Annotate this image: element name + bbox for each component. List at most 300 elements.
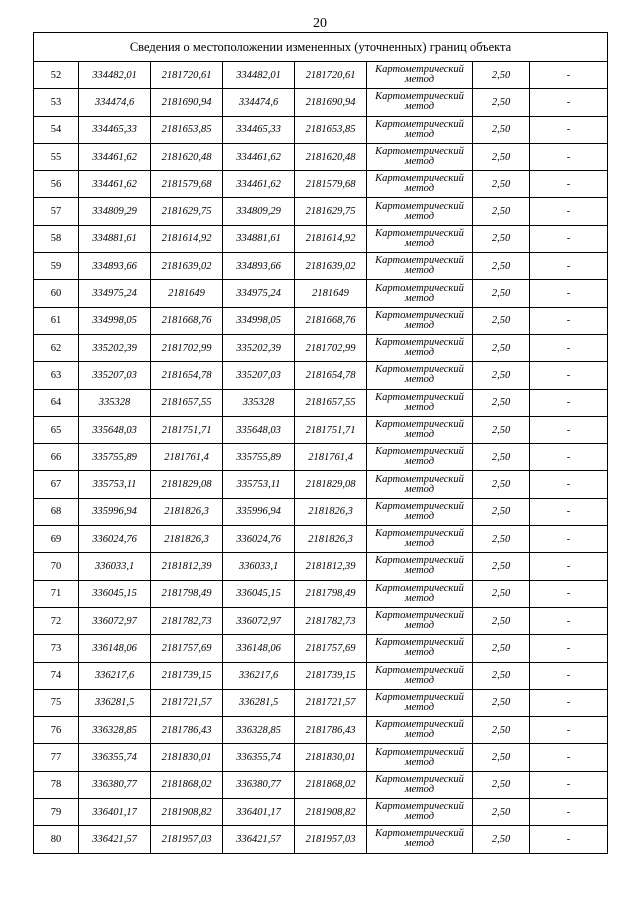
- cell-y-existing: 2181868,02: [151, 771, 223, 798]
- cell-y-existing: 2181668,76: [151, 307, 223, 334]
- cell-point-number: 69: [34, 526, 79, 553]
- method-line-1: Картометрический: [375, 691, 464, 703]
- cell-x-new: 335328: [223, 389, 295, 416]
- cell-method: [367, 717, 473, 744]
- method-line-2: метод: [404, 156, 435, 168]
- cell-x-existing: 334998,05: [79, 307, 151, 334]
- method-line-1: Картометрический: [375, 528, 464, 540]
- cell-method: [367, 662, 473, 689]
- cell-x-existing: 334465,33: [79, 116, 151, 143]
- cell-y-existing: 2181657,55: [151, 389, 223, 416]
- cell-description: -: [530, 307, 608, 334]
- method-line-1: Картометрический: [375, 555, 464, 567]
- cell-y-existing: 2181639,02: [151, 253, 223, 280]
- cell-description: -: [530, 689, 608, 716]
- cell-x-existing: 334881,61: [79, 225, 151, 252]
- cell-point-number: 66: [34, 444, 79, 471]
- cell-y-existing: 2181908,82: [151, 799, 223, 826]
- method-line-1: Картометрический: [375, 282, 464, 294]
- cell-y-existing: 2181702,99: [151, 334, 223, 361]
- cell-x-existing: 336380,77: [79, 771, 151, 798]
- cell-description: -: [530, 334, 608, 361]
- cell-point-number: 72: [34, 607, 79, 634]
- cell-accuracy: 2,50: [473, 116, 530, 143]
- method-line-1: Картометрический: [375, 801, 464, 813]
- cell-y-new: 2181751,71: [295, 416, 367, 443]
- cell-description: -: [530, 717, 608, 744]
- cell-description: -: [530, 744, 608, 771]
- method-line-2: метод: [404, 483, 435, 495]
- method-line-2: метод: [404, 592, 435, 604]
- cell-method: [367, 689, 473, 716]
- cell-y-new: 2181720,61: [295, 62, 367, 89]
- table-row: [34, 744, 608, 771]
- cell-x-existing: 334482,01: [79, 62, 151, 89]
- method-line-1: Картометрический: [375, 582, 464, 594]
- cell-accuracy: 2,50: [473, 607, 530, 634]
- cell-y-new: 2181620,48: [295, 143, 367, 170]
- table-row: [34, 799, 608, 826]
- method-line-1: Картометрический: [375, 255, 464, 267]
- cell-y-existing: 2181751,71: [151, 416, 223, 443]
- cell-y-new: 2181668,76: [295, 307, 367, 334]
- cell-x-new: 336421,57: [223, 826, 295, 853]
- cell-y-existing: 2181826,3: [151, 498, 223, 525]
- cell-y-new: 2181757,69: [295, 635, 367, 662]
- cell-method: [367, 744, 473, 771]
- cell-method: [367, 471, 473, 498]
- cell-accuracy: 2,50: [473, 416, 530, 443]
- cell-description: -: [530, 171, 608, 198]
- cell-description: -: [530, 116, 608, 143]
- cell-accuracy: 2,50: [473, 225, 530, 252]
- method-line-1: Картометрический: [375, 227, 464, 239]
- cell-x-existing: 334975,24: [79, 280, 151, 307]
- cell-method: [367, 771, 473, 798]
- method-line-2: метод: [404, 265, 435, 277]
- table-row: [34, 771, 608, 798]
- cell-x-new: 334482,01: [223, 62, 295, 89]
- cell-method: [367, 498, 473, 525]
- cell-point-number: 61: [34, 307, 79, 334]
- cell-point-number: 67: [34, 471, 79, 498]
- method-line-2: метод: [404, 74, 435, 86]
- cell-method: [367, 526, 473, 553]
- cell-y-existing: 2181826,3: [151, 526, 223, 553]
- cell-method: [367, 280, 473, 307]
- cell-accuracy: 2,50: [473, 526, 530, 553]
- cell-x-existing: 336401,17: [79, 799, 151, 826]
- cell-x-new: 336355,74: [223, 744, 295, 771]
- cell-y-existing: 2181579,68: [151, 171, 223, 198]
- method-line-1: Картометрический: [375, 419, 464, 430]
- table-row: [34, 717, 608, 744]
- cell-y-existing: 2181782,73: [151, 607, 223, 634]
- cell-x-existing: 335207,03: [79, 362, 151, 389]
- method-line-1: Картометрический: [375, 664, 464, 676]
- cell-method: [367, 389, 473, 416]
- method-line-2: метод: [404, 401, 435, 413]
- method-line-2: метод: [404, 565, 435, 577]
- cell-accuracy: 2,50: [473, 334, 530, 361]
- cell-method: [367, 89, 473, 116]
- table-row: [34, 689, 608, 716]
- cell-description: -: [530, 553, 608, 580]
- table-title-row: [34, 33, 608, 62]
- cell-y-new: 2181868,02: [295, 771, 367, 798]
- table-row: [34, 225, 608, 252]
- cell-method: [367, 444, 473, 471]
- cell-y-existing: 2181757,69: [151, 635, 223, 662]
- cell-description: -: [530, 799, 608, 826]
- method-line-2: метод: [404, 347, 435, 359]
- table-row: [34, 498, 608, 525]
- cell-description: -: [530, 471, 608, 498]
- cell-description: -: [530, 89, 608, 116]
- cell-y-existing: 2181654,78: [151, 362, 223, 389]
- cell-method: [367, 253, 473, 280]
- cell-x-new: 334461,62: [223, 171, 295, 198]
- table-row: [34, 444, 608, 471]
- cell-description: -: [530, 444, 608, 471]
- table-row: [34, 607, 608, 634]
- cell-accuracy: 2,50: [473, 253, 530, 280]
- cell-accuracy: 2,50: [473, 771, 530, 798]
- method-line-2: метод: [404, 101, 435, 113]
- cell-accuracy: 2,50: [473, 362, 530, 389]
- cell-accuracy: 2,50: [473, 662, 530, 689]
- method-line-2: метод: [404, 756, 435, 768]
- table-row: [34, 362, 608, 389]
- cell-accuracy: 2,50: [473, 717, 530, 744]
- method-line-2: метод: [404, 128, 435, 140]
- cell-x-existing: 335755,89: [79, 444, 151, 471]
- cell-y-new: 2181657,55: [295, 389, 367, 416]
- cell-point-number: 52: [34, 62, 79, 89]
- table-row: [34, 662, 608, 689]
- cell-method: [367, 62, 473, 89]
- cell-x-new: 336033,1: [223, 553, 295, 580]
- cell-accuracy: 2,50: [473, 471, 530, 498]
- cell-method: [367, 171, 473, 198]
- method-line-1: Картометрический: [375, 446, 464, 458]
- cell-description: -: [530, 662, 608, 689]
- cell-accuracy: 2,50: [473, 444, 530, 471]
- cell-method: [367, 143, 473, 170]
- cell-y-existing: 2181798,49: [151, 580, 223, 607]
- cell-method: [367, 826, 473, 853]
- cell-x-new: 336148,06: [223, 635, 295, 662]
- cell-point-number: 76: [34, 717, 79, 744]
- cell-x-existing: 336072,97: [79, 607, 151, 634]
- cell-method: [367, 580, 473, 607]
- method-line-2: метод: [404, 729, 435, 741]
- cell-description: -: [530, 580, 608, 607]
- cell-y-existing: 2181830,01: [151, 744, 223, 771]
- cell-x-existing: 336045,15: [79, 580, 151, 607]
- cell-x-new: 336024,76: [223, 526, 295, 553]
- method-line-1: Картометрический: [375, 173, 464, 185]
- cell-accuracy: 2,50: [473, 553, 530, 580]
- table-row: [34, 143, 608, 170]
- cell-point-number: 75: [34, 689, 79, 716]
- table-row: [34, 580, 608, 607]
- cell-y-new: 2181957,03: [295, 826, 367, 853]
- cell-x-existing: 336148,06: [79, 635, 151, 662]
- cell-accuracy: 2,50: [473, 89, 530, 116]
- cell-x-existing: 336217,6: [79, 662, 151, 689]
- cell-x-new: 335207,03: [223, 362, 295, 389]
- method-line-2: метод: [404, 237, 435, 249]
- cell-y-new: 2181798,49: [295, 580, 367, 607]
- cell-y-existing: 2181721,57: [151, 689, 223, 716]
- method-line-2: метод: [404, 674, 435, 686]
- cell-y-existing: 2181614,92: [151, 225, 223, 252]
- method-line-1: Картометрический: [375, 719, 464, 731]
- page-number: 20: [313, 16, 327, 31]
- cell-x-existing: 336328,85: [79, 717, 151, 744]
- cell-accuracy: 2,50: [473, 689, 530, 716]
- table-row: [34, 471, 608, 498]
- cell-y-existing: 2181720,61: [151, 62, 223, 89]
- cell-y-new: 2181702,99: [295, 334, 367, 361]
- table-row: [34, 635, 608, 662]
- cell-method: [367, 198, 473, 225]
- cell-y-new: 2181786,43: [295, 717, 367, 744]
- cell-point-number: 63: [34, 362, 79, 389]
- method-line-2: метод: [404, 210, 435, 222]
- cell-point-number: 56: [34, 171, 79, 198]
- cell-x-existing: 334461,62: [79, 171, 151, 198]
- table-row: [34, 334, 608, 361]
- cell-y-new: 2181654,78: [295, 362, 367, 389]
- cell-method: [367, 416, 473, 443]
- cell-y-new: 2181690,94: [295, 89, 367, 116]
- method-line-1: Картометрический: [375, 473, 464, 485]
- cell-y-new: 2181614,92: [295, 225, 367, 252]
- method-line-2: метод: [404, 620, 435, 632]
- cell-accuracy: 2,50: [473, 62, 530, 89]
- cell-y-existing: 2181629,75: [151, 198, 223, 225]
- cell-description: -: [530, 225, 608, 252]
- cell-method: [367, 307, 473, 334]
- cell-point-number: 57: [34, 198, 79, 225]
- cell-x-new: 334893,66: [223, 253, 295, 280]
- method-line-2: метод: [404, 838, 435, 850]
- cell-x-new: 336281,5: [223, 689, 295, 716]
- cell-description: -: [530, 771, 608, 798]
- cell-accuracy: 2,50: [473, 826, 530, 853]
- method-line-1: Картометрический: [375, 610, 464, 622]
- method-line-2: метод: [404, 292, 435, 304]
- cell-point-number: 70: [34, 553, 79, 580]
- cell-point-number: 65: [34, 416, 79, 443]
- table-row: [34, 826, 608, 853]
- method-line-2: метод: [404, 538, 435, 550]
- cell-description: -: [530, 253, 608, 280]
- cell-point-number: 77: [34, 744, 79, 771]
- cell-x-existing: 335202,39: [79, 334, 151, 361]
- method-line-2: метод: [404, 429, 435, 440]
- method-line-1: Картометрический: [375, 91, 464, 103]
- cell-x-new: 334474,6: [223, 89, 295, 116]
- method-line-2: метод: [404, 701, 435, 713]
- cell-accuracy: 2,50: [473, 744, 530, 771]
- table-row: [34, 171, 608, 198]
- cell-x-existing: 334893,66: [79, 253, 151, 280]
- cell-x-new: 335202,39: [223, 334, 295, 361]
- cell-y-existing: 2181761,4: [151, 444, 223, 471]
- cell-y-existing: 2181786,43: [151, 717, 223, 744]
- method-line-1: Картометрический: [375, 746, 464, 758]
- method-line-1: Картометрический: [375, 500, 464, 512]
- cell-method: [367, 553, 473, 580]
- cell-method: [367, 116, 473, 143]
- cell-accuracy: 2,50: [473, 280, 530, 307]
- table-row: [34, 307, 608, 334]
- cell-y-new: 2181639,02: [295, 253, 367, 280]
- cell-y-existing: 2181653,85: [151, 116, 223, 143]
- method-line-1: Картометрический: [375, 773, 464, 785]
- cell-y-new: 2181908,82: [295, 799, 367, 826]
- cell-point-number: 55: [34, 143, 79, 170]
- method-line-1: Картометрический: [375, 118, 464, 130]
- cell-x-new: 336328,85: [223, 717, 295, 744]
- cell-accuracy: 2,50: [473, 171, 530, 198]
- cell-y-new: 2181826,3: [295, 498, 367, 525]
- cell-y-new: 2181826,3: [295, 526, 367, 553]
- cell-x-new: 336045,15: [223, 580, 295, 607]
- cell-point-number: 68: [34, 498, 79, 525]
- cell-description: -: [530, 607, 608, 634]
- cell-point-number: 80: [34, 826, 79, 853]
- table-row: [34, 116, 608, 143]
- method-line-2: метод: [404, 319, 435, 331]
- method-line-1: Картометрический: [375, 146, 464, 158]
- cell-point-number: 53: [34, 89, 79, 116]
- method-line-1: Картометрический: [375, 828, 464, 840]
- cell-x-existing: 336421,57: [79, 826, 151, 853]
- cell-accuracy: 2,50: [473, 498, 530, 525]
- cell-x-existing: 335996,94: [79, 498, 151, 525]
- table-row: [34, 553, 608, 580]
- cell-x-existing: 334474,6: [79, 89, 151, 116]
- cell-accuracy: 2,50: [473, 635, 530, 662]
- cell-y-new: 2181649: [295, 280, 367, 307]
- table-row: [34, 253, 608, 280]
- table-row: [34, 280, 608, 307]
- cell-accuracy: 2,50: [473, 143, 530, 170]
- cell-y-existing: 2181620,48: [151, 143, 223, 170]
- cell-x-new: 335996,94: [223, 498, 295, 525]
- cell-description: -: [530, 635, 608, 662]
- cell-description: -: [530, 143, 608, 170]
- cell-description: -: [530, 416, 608, 443]
- method-line-1: Картометрический: [375, 337, 464, 349]
- method-line-2: метод: [404, 647, 435, 659]
- method-line-2: метод: [404, 183, 435, 195]
- cell-x-new: 334809,29: [223, 198, 295, 225]
- cell-x-new: 334881,61: [223, 225, 295, 252]
- table-row: [34, 416, 608, 443]
- cell-y-new: 2181653,85: [295, 116, 367, 143]
- table-row: [34, 62, 608, 89]
- table-title: Сведения о местоположении измененных (уточненных) границ объекта: [34, 33, 608, 62]
- cell-point-number: 71: [34, 580, 79, 607]
- cell-x-existing: 334809,29: [79, 198, 151, 225]
- cell-x-new: 335648,03: [223, 416, 295, 443]
- cell-y-new: 2181721,57: [295, 689, 367, 716]
- cell-x-new: 336072,97: [223, 607, 295, 634]
- method-line-1: Картометрический: [375, 309, 464, 321]
- cell-x-existing: 335753,11: [79, 471, 151, 498]
- cell-description: -: [530, 62, 608, 89]
- cell-y-new: 2181830,01: [295, 744, 367, 771]
- cell-x-existing: 335328: [79, 389, 151, 416]
- cell-y-existing: 2181690,94: [151, 89, 223, 116]
- cell-point-number: 79: [34, 799, 79, 826]
- cell-x-new: 334465,33: [223, 116, 295, 143]
- table-row: [34, 89, 608, 116]
- cell-x-new: 334461,62: [223, 143, 295, 170]
- cell-x-existing: 336033,1: [79, 553, 151, 580]
- method-line-1: Картометрический: [375, 364, 464, 376]
- cell-description: -: [530, 389, 608, 416]
- cell-x-new: 334998,05: [223, 307, 295, 334]
- method-line-2: метод: [404, 783, 435, 795]
- cell-y-new: 2181739,15: [295, 662, 367, 689]
- method-line-2: метод: [404, 510, 435, 522]
- cell-y-new: 2181761,4: [295, 444, 367, 471]
- cell-x-new: 336401,17: [223, 799, 295, 826]
- cell-description: -: [530, 826, 608, 853]
- cell-y-new: 2181782,73: [295, 607, 367, 634]
- cell-method: [367, 362, 473, 389]
- cell-accuracy: 2,50: [473, 389, 530, 416]
- cell-x-new: 336380,77: [223, 771, 295, 798]
- cell-point-number: 58: [34, 225, 79, 252]
- cell-point-number: 64: [34, 389, 79, 416]
- cell-x-existing: 335648,03: [79, 416, 151, 443]
- method-line-2: метод: [404, 374, 435, 386]
- cell-description: -: [530, 280, 608, 307]
- cell-x-existing: 336355,74: [79, 744, 151, 771]
- cell-description: -: [530, 362, 608, 389]
- cell-x-existing: 336281,5: [79, 689, 151, 716]
- cell-description: -: [530, 498, 608, 525]
- cell-y-existing: 2181812,39: [151, 553, 223, 580]
- cell-point-number: 78: [34, 771, 79, 798]
- cell-method: [367, 635, 473, 662]
- cell-x-new: 335755,89: [223, 444, 295, 471]
- cell-y-new: 2181812,39: [295, 553, 367, 580]
- table-row: [34, 198, 608, 225]
- cell-y-new: 2181829,08: [295, 471, 367, 498]
- cell-method: [367, 607, 473, 634]
- cell-accuracy: 2,50: [473, 580, 530, 607]
- table-row: [34, 389, 608, 416]
- boundary-table: [33, 32, 608, 854]
- cell-x-existing: 336024,76: [79, 526, 151, 553]
- cell-point-number: 62: [34, 334, 79, 361]
- cell-point-number: 73: [34, 635, 79, 662]
- cell-x-new: 334975,24: [223, 280, 295, 307]
- cell-accuracy: 2,50: [473, 307, 530, 334]
- table-row: [34, 526, 608, 553]
- cell-point-number: 60: [34, 280, 79, 307]
- cell-y-existing: 2181957,03: [151, 826, 223, 853]
- method-line-2: метод: [404, 456, 435, 468]
